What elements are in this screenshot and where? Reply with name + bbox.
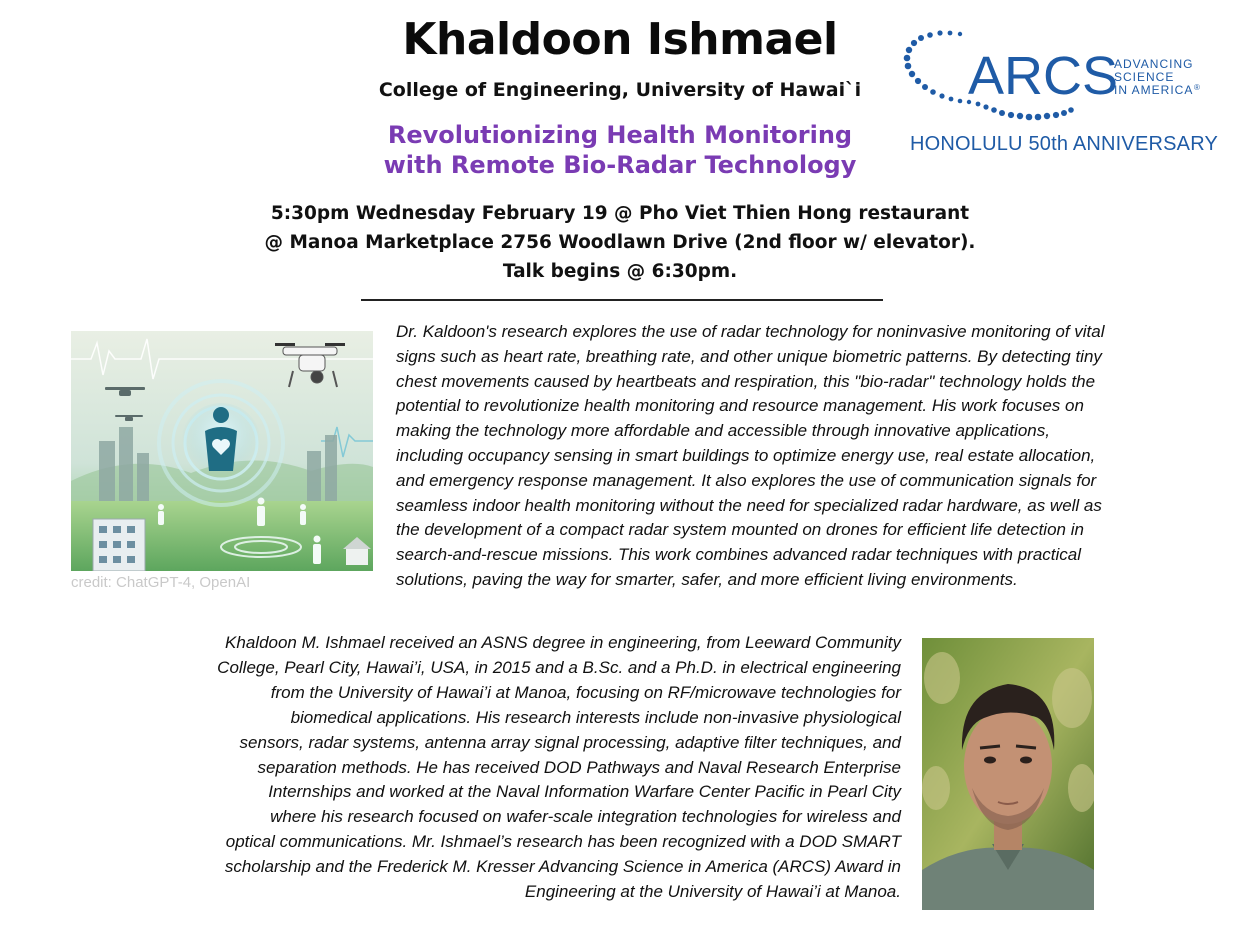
divider-rule: [361, 299, 883, 301]
logo-tagline-3: IN AMERICA: [1114, 83, 1194, 97]
bio-paragraph: Khaldoon M. Ishmael received an ASNS degree in engineering, from Leeward Community College, Pearl City, Hawai’i, USA, in 2015 and a B.Sc. and a Ph.D. in electrical engineering from the University of Hawai’i at Manoa, focusing on RF/microwave technologies for biomedical applications. His research interests include non-invasive physiological sensors, radar systems, antenna array signal processing, adaptive filter techniques, and separation methods. He has received DOD Pathways and Naval Research Enterprise Internships and worked at the Naval Information Warfare Center Pacific in Pearl City where his research focused on wafer-scale integration technologies for wireless and optical communications. Mr. Ishmael’s research has been recognized with a DOD SMART scholarship and the Frederick M. Kresser Advancing Science in America (ARCS) Award in Engineering at the University of Hawai’i at Manoa.: [217, 633, 901, 902]
event-details: [220, 199, 1020, 286]
event-line-3: Talk begins @ 6:30pm.: [502, 261, 738, 282]
anniversary-label: HONOLULU 50th ANNIVERSARY: [909, 133, 1219, 155]
logo-wordmark: ARCS: [968, 46, 1119, 106]
talk-title-line-2: with Remote Bio-Radar Technology: [383, 151, 857, 179]
speaker-photo: [922, 638, 1094, 910]
logo-tagline-2: SCIENCE: [1114, 70, 1175, 84]
event-line-1: 5:30pm Wednesday February 19 @ Pho Viet Thien Hong restaurant: [270, 203, 970, 224]
talk-title-line-1: Revolutionizing Health Monitoring: [387, 121, 853, 149]
face: [964, 708, 1052, 824]
talk-title: [300, 120, 940, 180]
logo-registered-mark: ®: [1194, 83, 1200, 92]
speaker-affiliation: College of Engineering, University of Hawai`i: [378, 79, 862, 101]
building-icon: [93, 519, 145, 571]
bio-radar-illustration: [71, 331, 373, 571]
image-credit: credit: ChatGPT-4, OpenAI: [71, 574, 251, 591]
speaker-name: Khaldoon Ishmael: [402, 14, 838, 65]
event-line-2: @ Manoa Marketplace 2756 Woodlawn Drive (2nd floor w/ elevator).: [264, 232, 976, 253]
research-paragraph: Dr. Kaldoon's research explores the use of radar technology for noninvasive monitoring of vital signs such as heart rate, breathing rate, and other unique biometric patterns. By detecting tiny chest movements caused by heartbeats and respiration, this "bio-radar" technology holds the potential to revolutionize health monitoring and resource management. His work focuses on making the technology more affordable and accessible through innovative applications, including occupancy sensing in smart buildings to optimize energy use, real estate allocation, and emergency response management. It also explores the use of communication signals for seamless indoor health monitoring without the need for specialized radar hardware, as well as the development of a compact radar system mounted on drones for efficient life detection in search-and-rescue missions. This work combines advanced radar techniques with practical solutions, paving the way for smarter, safer, and more efficient living environments.: [396, 322, 1105, 589]
logo-tagline-1: ADVANCING: [1114, 57, 1194, 71]
